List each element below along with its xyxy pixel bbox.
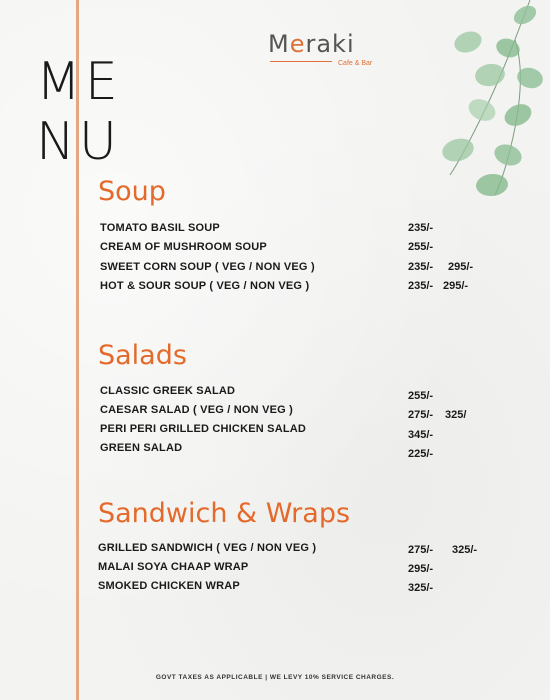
item-name: CAESAR SALAD ( VEG / NON VEG ) — [100, 404, 294, 416]
menu-title-line2: NU — [36, 112, 121, 172]
item-price-veg: 275/- — [408, 544, 434, 556]
item-name: MALAI SOYA CHAAP WRAP — [98, 561, 249, 573]
section-heading-salads: Salads — [98, 340, 187, 371]
item-name: SWEET CORN SOUP ( VEG / NON VEG ) — [100, 261, 315, 273]
item-name: TOMATO BASIL SOUP — [100, 222, 220, 234]
logo-subtitle: Cafe & Bar — [338, 60, 373, 67]
item-price-nonveg: 295/- — [448, 261, 474, 273]
section-heading-sandwich-wraps: Sandwich & Wraps — [98, 498, 351, 529]
item-name: CLASSIC GREEK SALAD — [100, 385, 236, 397]
item-name: GRILLED SANDWICH ( VEG / NON VEG ) — [98, 542, 317, 554]
eucalyptus-leaves-decoration — [420, 0, 550, 210]
item-price: 295/- — [408, 563, 434, 575]
section-heading-soup: Soup — [98, 176, 166, 207]
menu-title — [36, 52, 122, 172]
item-name: PERI PERI GRILLED CHICKEN SALAD — [100, 423, 307, 435]
item-price-veg: 235/- — [408, 280, 434, 292]
logo-wordmark — [268, 30, 355, 58]
item-price: 235/- — [408, 222, 434, 234]
footer-tax-note: GOVT TAXES AS APPLICABLE | WE LEVY 10% SERVICE CHARGES. — [155, 674, 395, 681]
item-price: 325/- — [408, 582, 434, 594]
item-price: 255/- — [408, 241, 434, 253]
item-price: 225/- — [408, 448, 434, 460]
item-price-veg: 275/- — [408, 409, 434, 421]
logo-word-end: raki — [305, 30, 355, 58]
item-price-nonveg: 325/- — [452, 544, 478, 556]
item-name: GREEN SALAD — [100, 442, 183, 454]
item-price: 345/- — [408, 429, 434, 441]
item-name: SMOKED CHICKEN WRAP — [98, 580, 240, 592]
item-price-nonveg: 295/- — [443, 280, 469, 292]
logo-word-start: M — [268, 30, 290, 58]
menu-title-line1: ME — [36, 52, 122, 112]
logo-word-accent: e — [289, 30, 306, 58]
logo-underline — [270, 61, 332, 62]
item-name: HOT & SOUR SOUP ( VEG / NON VEG ) — [100, 280, 310, 292]
meraki-logo — [268, 30, 373, 67]
item-name: CREAM OF MUSHROOM SOUP — [100, 241, 267, 253]
item-price-veg: 235/- — [408, 261, 434, 273]
item-price-nonveg: 325/ — [445, 409, 467, 421]
item-price: 255/- — [408, 390, 434, 402]
